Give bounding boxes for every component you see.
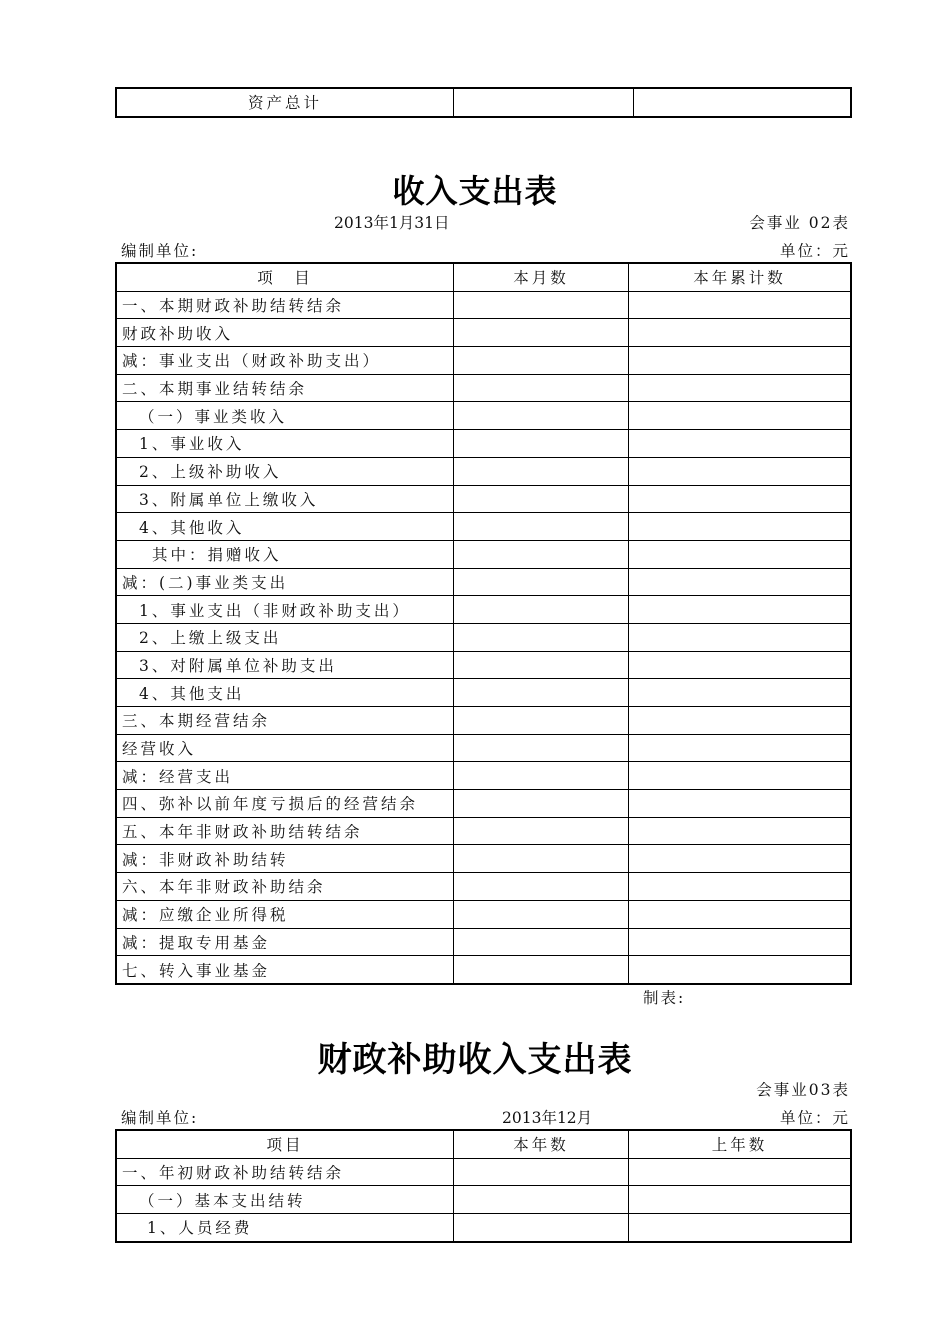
- row-label: 五、本年非财政补助结转结余: [116, 817, 454, 845]
- row-value-cell: [629, 319, 852, 347]
- row-value-cell: [454, 928, 629, 956]
- table-row: [116, 651, 851, 679]
- subsidy-table: [115, 1129, 852, 1243]
- row-value-cell: [629, 1214, 852, 1242]
- table-row: [116, 319, 851, 347]
- row-label: 六、本年非财政补助结余: [116, 873, 454, 901]
- row-label: 四、弥补以前年度亏损后的经营结余: [116, 790, 454, 818]
- row-value-cell: [454, 790, 629, 818]
- row-label: 减：非财政补助结转: [116, 845, 454, 873]
- row-value-cell: [629, 347, 852, 375]
- income-header-ytd: 本年累计数: [629, 263, 852, 291]
- row-value-cell: [454, 485, 629, 513]
- table-row: [116, 430, 851, 458]
- row-label: 1、事业支出（非财政补助支出）: [116, 596, 454, 624]
- row-value-cell: [629, 485, 852, 513]
- row-value-cell: [629, 291, 852, 319]
- row-label: 三、本期经营结余: [116, 707, 454, 735]
- row-value-cell: [454, 1158, 629, 1186]
- table-row: [116, 1214, 851, 1242]
- row-label: 2、上级补助收入: [116, 457, 454, 485]
- row-value-cell: [629, 707, 852, 735]
- subsidy-header-this-year: 本年数: [454, 1130, 629, 1158]
- table-row: [116, 817, 851, 845]
- row-label: 一、本期财政补助结转结余: [116, 291, 454, 319]
- row-value-cell: [629, 1158, 852, 1186]
- row-value-cell: [454, 762, 629, 790]
- row-value-cell: [454, 845, 629, 873]
- row-value-cell: [629, 790, 852, 818]
- row-value-cell: [454, 623, 629, 651]
- row-label: 减：事业支出（财政补助支出）: [116, 347, 454, 375]
- row-value-cell: [454, 873, 629, 901]
- table-row: [116, 734, 851, 762]
- row-value-cell: [454, 540, 629, 568]
- row-value-cell: [454, 402, 629, 430]
- income-header-item: 项 目: [116, 263, 454, 291]
- income-footer: 制表:: [643, 989, 686, 1007]
- row-value-cell: [629, 596, 852, 624]
- table-row: [116, 1158, 851, 1186]
- row-value-cell: [454, 651, 629, 679]
- table-row: [116, 928, 851, 956]
- table-row: [116, 679, 851, 707]
- row-label: 减：应缴企业所得税: [116, 900, 454, 928]
- row-value-cell: [454, 513, 629, 541]
- table-row: [116, 540, 851, 568]
- row-label: （一）基本支出结转: [116, 1186, 454, 1214]
- row-label: 4、其他收入: [116, 513, 454, 541]
- row-label: 减：经营支出: [116, 762, 454, 790]
- row-value-cell: [629, 568, 852, 596]
- table-row: [116, 790, 851, 818]
- row-label: 2、上缴上级支出: [116, 623, 454, 651]
- row-value-cell: [629, 513, 852, 541]
- table-row: [116, 347, 851, 375]
- row-value-cell: [454, 817, 629, 845]
- row-label: 减：提取专用基金: [116, 928, 454, 956]
- row-label: 一、年初财政补助结转结余: [116, 1158, 454, 1186]
- row-value-cell: [629, 956, 852, 984]
- row-value-cell: [629, 540, 852, 568]
- table-row: [116, 402, 851, 430]
- row-value-cell: [629, 1186, 852, 1214]
- subsidy-date: 2013年12月: [502, 1109, 593, 1127]
- table-row: [116, 374, 851, 402]
- row-label: 3、附属单位上缴收入: [116, 485, 454, 513]
- row-value-cell: [454, 679, 629, 707]
- row-value-cell: [629, 457, 852, 485]
- table-row: [116, 291, 851, 319]
- table-row: [116, 707, 851, 735]
- table-row: [116, 762, 851, 790]
- income-table: [115, 262, 852, 985]
- table-row: [116, 900, 851, 928]
- table-row: [116, 568, 851, 596]
- subsidy-unit-label: 编制单位:: [121, 1109, 199, 1127]
- row-value-cell: [629, 734, 852, 762]
- row-label: 财政补助收入: [116, 319, 454, 347]
- row-label: 3、对附属单位补助支出: [116, 651, 454, 679]
- row-label: 1、事业收入: [116, 430, 454, 458]
- table-row: [116, 457, 851, 485]
- row-value-cell: [454, 734, 629, 762]
- table-row: [116, 513, 851, 541]
- income-currency: 单位：元: [779, 242, 850, 260]
- row-value-cell: [454, 1186, 629, 1214]
- row-label: 其中：捐赠收入: [116, 540, 454, 568]
- assets-total-label: 资产总计: [116, 88, 454, 117]
- row-value-cell: [629, 679, 852, 707]
- row-value-cell: [454, 568, 629, 596]
- row-value-cell: [454, 1214, 629, 1242]
- assets-total-cell-2: [634, 88, 852, 117]
- row-value-cell: [629, 651, 852, 679]
- assets-total-cell-1: [454, 88, 634, 117]
- row-value-cell: [629, 623, 852, 651]
- row-label: 二、本期事业结转结余: [116, 374, 454, 402]
- row-value-cell: [454, 956, 629, 984]
- subsidy-title: 财政补助收入支出表: [317, 1040, 633, 1080]
- income-form-no: 会事业 02表: [749, 214, 850, 232]
- table-row: [116, 485, 851, 513]
- row-value-cell: [454, 430, 629, 458]
- row-value-cell: [629, 845, 852, 873]
- subsidy-form-no: 会事业03表: [756, 1081, 850, 1099]
- income-unit-label: 编制单位:: [121, 242, 199, 260]
- table-row: [116, 956, 851, 984]
- row-value-cell: [629, 817, 852, 845]
- row-value-cell: [629, 928, 852, 956]
- row-value-cell: [454, 291, 629, 319]
- row-label: 七、转入事业基金: [116, 956, 454, 984]
- row-label: （一）事业类收入: [116, 402, 454, 430]
- income-title: 收入支出表: [392, 172, 558, 210]
- row-label: 4、其他支出: [116, 679, 454, 707]
- subsidy-header-item: 项目: [116, 1130, 454, 1158]
- row-value-cell: [629, 374, 852, 402]
- income-header-month: 本月数: [454, 263, 629, 291]
- assets-total-table: [115, 87, 852, 118]
- table-row: [116, 845, 851, 873]
- row-value-cell: [454, 707, 629, 735]
- row-label: 1、人员经费: [116, 1214, 454, 1242]
- row-value-cell: [629, 430, 852, 458]
- subsidy-header-last-year: 上年数: [629, 1130, 852, 1158]
- row-value-cell: [454, 319, 629, 347]
- row-value-cell: [454, 900, 629, 928]
- row-value-cell: [629, 873, 852, 901]
- row-value-cell: [629, 402, 852, 430]
- row-label: 减：(二)事业类支出: [116, 568, 454, 596]
- row-label: 经营收入: [116, 734, 454, 762]
- table-row: [116, 623, 851, 651]
- row-value-cell: [454, 457, 629, 485]
- row-value-cell: [629, 762, 852, 790]
- table-row: [116, 873, 851, 901]
- row-value-cell: [454, 347, 629, 375]
- subsidy-currency: 单位：元: [779, 1109, 850, 1127]
- table-row: [116, 596, 851, 624]
- row-value-cell: [629, 900, 852, 928]
- table-row: [116, 1186, 851, 1214]
- row-value-cell: [454, 596, 629, 624]
- income-date: 2013年1月31日: [334, 214, 450, 232]
- row-value-cell: [454, 374, 629, 402]
